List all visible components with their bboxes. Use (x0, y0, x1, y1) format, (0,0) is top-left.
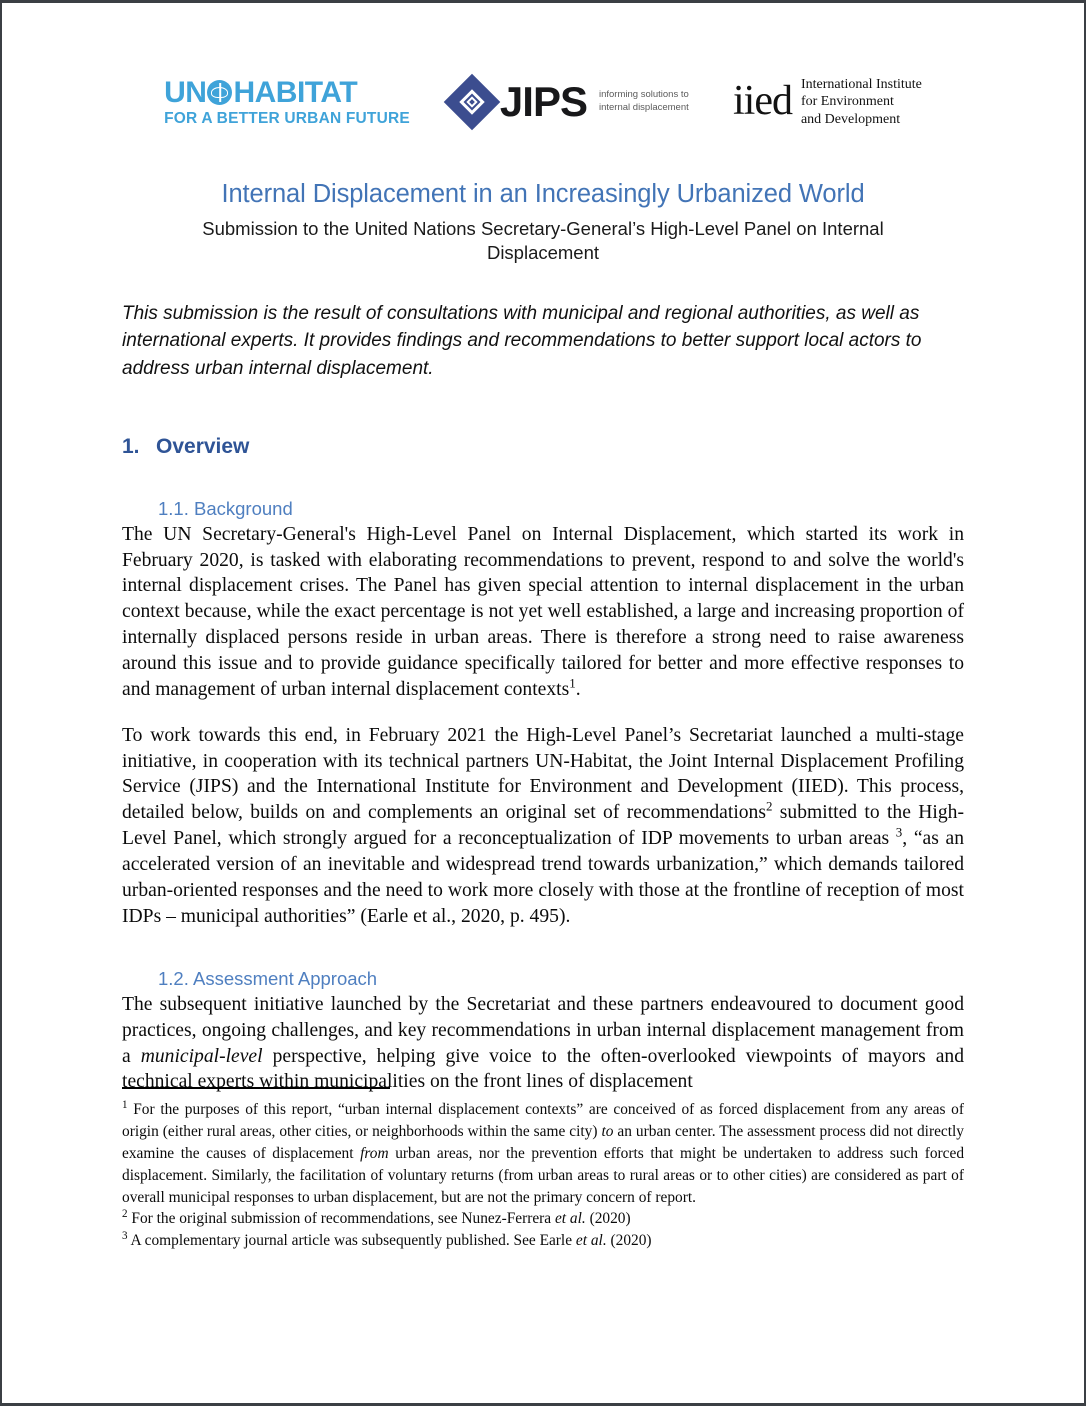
section-number: 1. (122, 435, 140, 459)
iied-tagline-line3: and Development (800, 111, 901, 127)
paragraph-part-a: The subsequent initiative launched by the Secretariat and these partners endeavoured to document good practices, ongoing challenges, and key recommendations in urban internal displacement management from a (122, 993, 964, 1067)
document-title: Internal Displacement in an Increasingly Urbanized World (221, 180, 865, 208)
paragraph-part-b: perspective, helping give voice to the often-overlooked viewpoints of mayors and technical experts within municipalities on the front lines of displacement (122, 1045, 964, 1093)
footnote-part-a: For the original submission of recommendations, see Nunez-Ferrera (131, 1210, 555, 1228)
paragraph-tail: . (575, 678, 581, 700)
paragraph-mid: submitted to the High-Level Panel, which strongly argued for a reconceptualization of IDP movements to urban areas (122, 802, 964, 850)
footnote-part-b: (2020) (606, 1232, 652, 1250)
footnote-marker: 2 (122, 1208, 128, 1221)
subsection-heading-background (158, 498, 964, 520)
footnotes-block (122, 1087, 964, 1252)
paragraph-emphasis: municipal-level (140, 1045, 263, 1067)
footnote-1 (122, 1099, 964, 1208)
jips-tagline: informing solutions to internal displacement (598, 89, 689, 113)
footnote-emphasis-etal: et al. (575, 1232, 607, 1250)
footnote-ref-1[interactable]: 1 (569, 675, 576, 691)
paragraph-text: To work towards this end, in February 2021 the High-Level Panel’s Secretariat launched a multi-stage initiative, in cooperation with its technical partners UN-Habitat, the Joint Internal Displacement Profiling Service (JIPS) and the International Institute for Environment and Development (IIED). This process, detailed below, builds on and complements an original set of recommendations (122, 724, 964, 824)
iied-mark (732, 78, 792, 125)
iied-tagline (801, 76, 922, 127)
footnote-part-c: urban areas, nor the prevention efforts that might be undertaken to address such forced displacement. Similarly, the facilitation of voluntary returns (from urban areas to rural areas or to other cities) are considered as part of overall municipal responses to urban displacement, but are not the primary concern of report. (122, 1144, 965, 1206)
footnote-marker: 1 (122, 1098, 128, 1111)
footnote-part-a: For the purposes of this report, “urban internal displacement contexts” are conceived of as forced displacement from any areas of origin (either rural areas, other cities, or neighborhoods within the same city) (122, 1101, 964, 1140)
un-globe-emblem-icon (207, 80, 232, 105)
jips-diamond-icon (444, 74, 501, 131)
un-habitat-habitat-text: HABITAT (233, 75, 358, 109)
footnote-3 (122, 1230, 964, 1252)
subsection-heading-assessment-approach (158, 968, 964, 990)
footnote-2 (122, 1208, 964, 1230)
footnote-ref-2[interactable]: 2 (765, 798, 773, 814)
section-heading-overview (122, 434, 964, 459)
iied-tagline-line2: for Environment (800, 94, 894, 110)
subsection-title: Assessment Approach (192, 967, 378, 989)
paragraph-background-2 (122, 723, 964, 930)
iied-wordmark: iied (732, 78, 792, 125)
jips-wordmark: JIPS (499, 78, 587, 125)
paragraph-text: The UN Secretary-General's High-Level Panel on Internal Displacement, which started its work in February 2020, is tasked with elaborating recommendations to prevent, respond to and solve the world's internal displacement crises. The Panel has given special attention to internal displacement in the urban context because, while the exact percentage is not yet well established, a large and increasing proportion of internally displaced persons reside in urban areas. There is therefore a strong need to raise awareness around this issue and to provide guidance specifically tailored for better and more effective responses to and management of urban internal displacement contexts (122, 523, 964, 700)
abstract-paragraph: This submission is the result of consultations with municipal and regional authorities, as well as international experts. It provides findings and recommendations to better support local actors to address urban internal displacement. (122, 302, 922, 379)
iied-logo (733, 76, 922, 127)
paragraph-background-1 (122, 522, 964, 703)
footnote-ref-3[interactable]: 3 (895, 824, 903, 840)
footnote-part-a: A complementary journal article was subsequently published. See Earle (130, 1232, 576, 1250)
footnote-emphasis-etal: et al. (554, 1210, 586, 1228)
un-habitat-un-text: UN (164, 75, 207, 109)
partner-logo-band (122, 63, 964, 141)
footnote-emphasis-to: to (601, 1122, 614, 1140)
un-habitat-wordmark (164, 75, 358, 109)
un-habitat-tagline: FOR A BETTER URBAN FUTURE (164, 109, 410, 127)
footnote-separator-rule (122, 1087, 390, 1089)
jips-logo (452, 78, 691, 125)
un-habitat-logo (164, 75, 410, 127)
subsection-number: 1.1. (158, 497, 189, 519)
document-subtitle: Submission to the United Nations Secretary-General’s High-Level Panel on Internal Displacement (202, 217, 884, 264)
footnote-part-b: (2020) (585, 1210, 631, 1228)
iied-tagline-line1: International Institute (800, 77, 922, 93)
section-title: Overview (156, 435, 250, 459)
footnote-marker: 3 (122, 1230, 128, 1243)
subsection-title: Background (194, 497, 293, 519)
paragraph-tail: , “as an accelerated version of an inevitable and widespread trend towards urbanization,” which demands tailored urban-oriented responses and the need to work more closely with those at the frontline of reception of most IDPs – municipal authorities” (Earle et al., 2020, p. 495). (122, 828, 964, 927)
subsection-number: 1.2. (158, 967, 189, 989)
footnote-emphasis-from: from (360, 1144, 389, 1162)
paragraph-assessment-1 (122, 992, 964, 1095)
footnote-part-b: an urban center. The assessment process did not directly examine the causes of displacement (122, 1122, 964, 1162)
